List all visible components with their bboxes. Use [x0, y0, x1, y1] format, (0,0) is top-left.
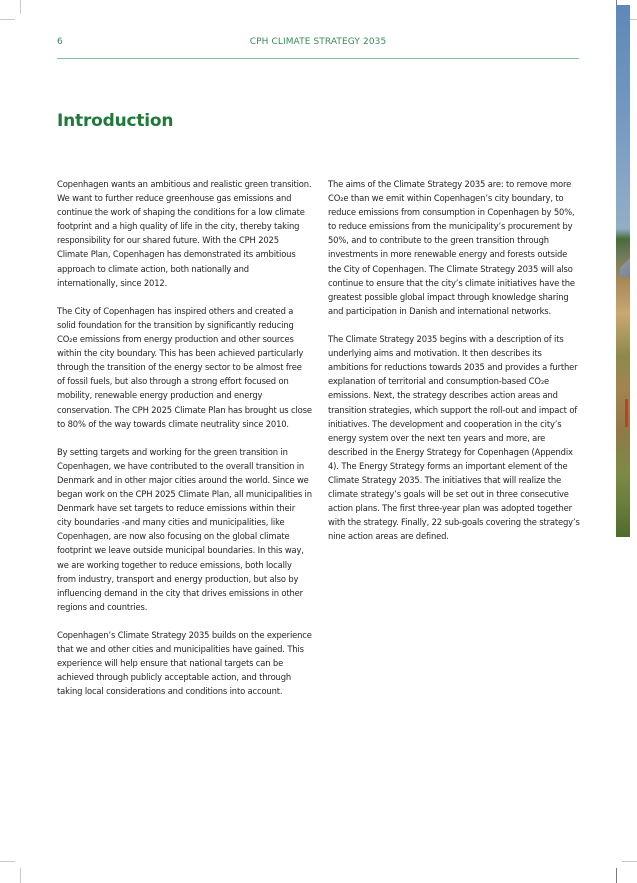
right-column	[328, 177, 580, 558]
paragraph: Copenhagen wants an ambitious and realistic green transition. We want to further reduce greenhouse gas emissions and continue the work of shaping the conditions for a low climate footprint and a high quality of life in the city, thereby taking responsibility for our shared future. With the CPH 2025 Climate Plan, Copenhagen has demonstrated its ambitious approach to climate action, both nationally and internationally, since 2012.	[57, 179, 312, 288]
crop-mark-bottom-right-vertical	[616, 868, 617, 883]
paragraph: The Climate Strategy 2035 begins with a description of its underlying aims and motivation. It then describes its ambitions for reductions towards 2035 and provides a further explanation of territorial and consumption-based CO₂e emissions. Next, the strategy describes action areas and transition strategies, which support the roll-out and impact of initiatives. The development and cooperation in the city’s energy system over the next ten years and more, are described in the Energy Strategy for Copenhagen (Appendix 4). The Energy Strategy forms an important element of the Climate Strategy 2035. The initiatives that will realize the climate strategy’s goals will be set out in three consecutive action plans. The first three-year plan was adopted together with the strategy. Finally, 22 sub-goals covering the strategy’s nine action areas are defined.	[328, 334, 580, 542]
crop-mark-top-left-horizontal	[0, 19, 15, 20]
crop-mark-top-left-vertical	[20, 0, 21, 14]
paragraph: The City of Copenhagen has inspired others and created a solid foundation for the transition by significantly reducing CO₂e emissions from energy production and other sources within the city boundary. This has been achieved particularly through the transition of the energy sector to be almost free of fossil fuels, but also through a strong effort focused on mobility, renewable energy production and energy conservation. The CPH 2025 Climate Plan has brought us close to 80% of the way towards climate neutrality since 2010.	[57, 305, 312, 429]
page-title: Introduction	[57, 111, 174, 131]
left-column	[57, 177, 312, 713]
crop-mark-bottom-left-vertical	[20, 868, 21, 883]
paragraph: Copenhagen’s Climate Strategy 2035 builds on the experience that we and other cities and municipalities have gained. This experience will help ensure that national targets can be achieved through publicly acceptable action, and through taking local considerations and conditions into account.	[57, 630, 312, 697]
running-header	[57, 34, 579, 59]
photo-bleed-strip	[616, 5, 630, 537]
crop-mark-bottom-right-horizontal	[622, 861, 637, 862]
paragraph: By setting targets and working for the green transition in Copenhagen, we have contributed to the overall transition in Denmark and in other major cities around the world. Since we began work on the CPH 2025 Climate Plan, all municipalities in Denmark have set targets to reduce emissions within their city boundaries -and many cities and municipalities, like Copenhagen, are now also focusing on the global climate footprint we leave outside municipal boundaries. In this way, we are working together to reduce emissions, both locally from industry, transport and energy production, but also by influencing demand in the city that drives emissions in other regions and countries.	[57, 446, 312, 612]
running-title: CPH CLIMATE STRATEGY 2035	[249, 37, 387, 47]
paragraph: The aims of the Climate Strategy 2035 are: to remove more CO₂e than we emit within Copenhagen’s city boundary, to reduce emissions from consumption in Copenhagen by 50%, to reduce emissions from the municipality’s procurement by 50%, and to contribute to the green transition through investments in more renewable energy and forests outside the City of Copenhagen. The Climate Strategy 2035 will also continue to ensure that the city’s climate initiatives have the greatest possible global impact through knowledge sharing and participation in Danish and international networks.	[328, 179, 575, 316]
page-number: 6	[57, 37, 63, 47]
photo-roof-detail	[620, 255, 630, 277]
crop-mark-bottom-left-horizontal	[0, 861, 15, 862]
photo-poppy-detail	[625, 399, 628, 427]
